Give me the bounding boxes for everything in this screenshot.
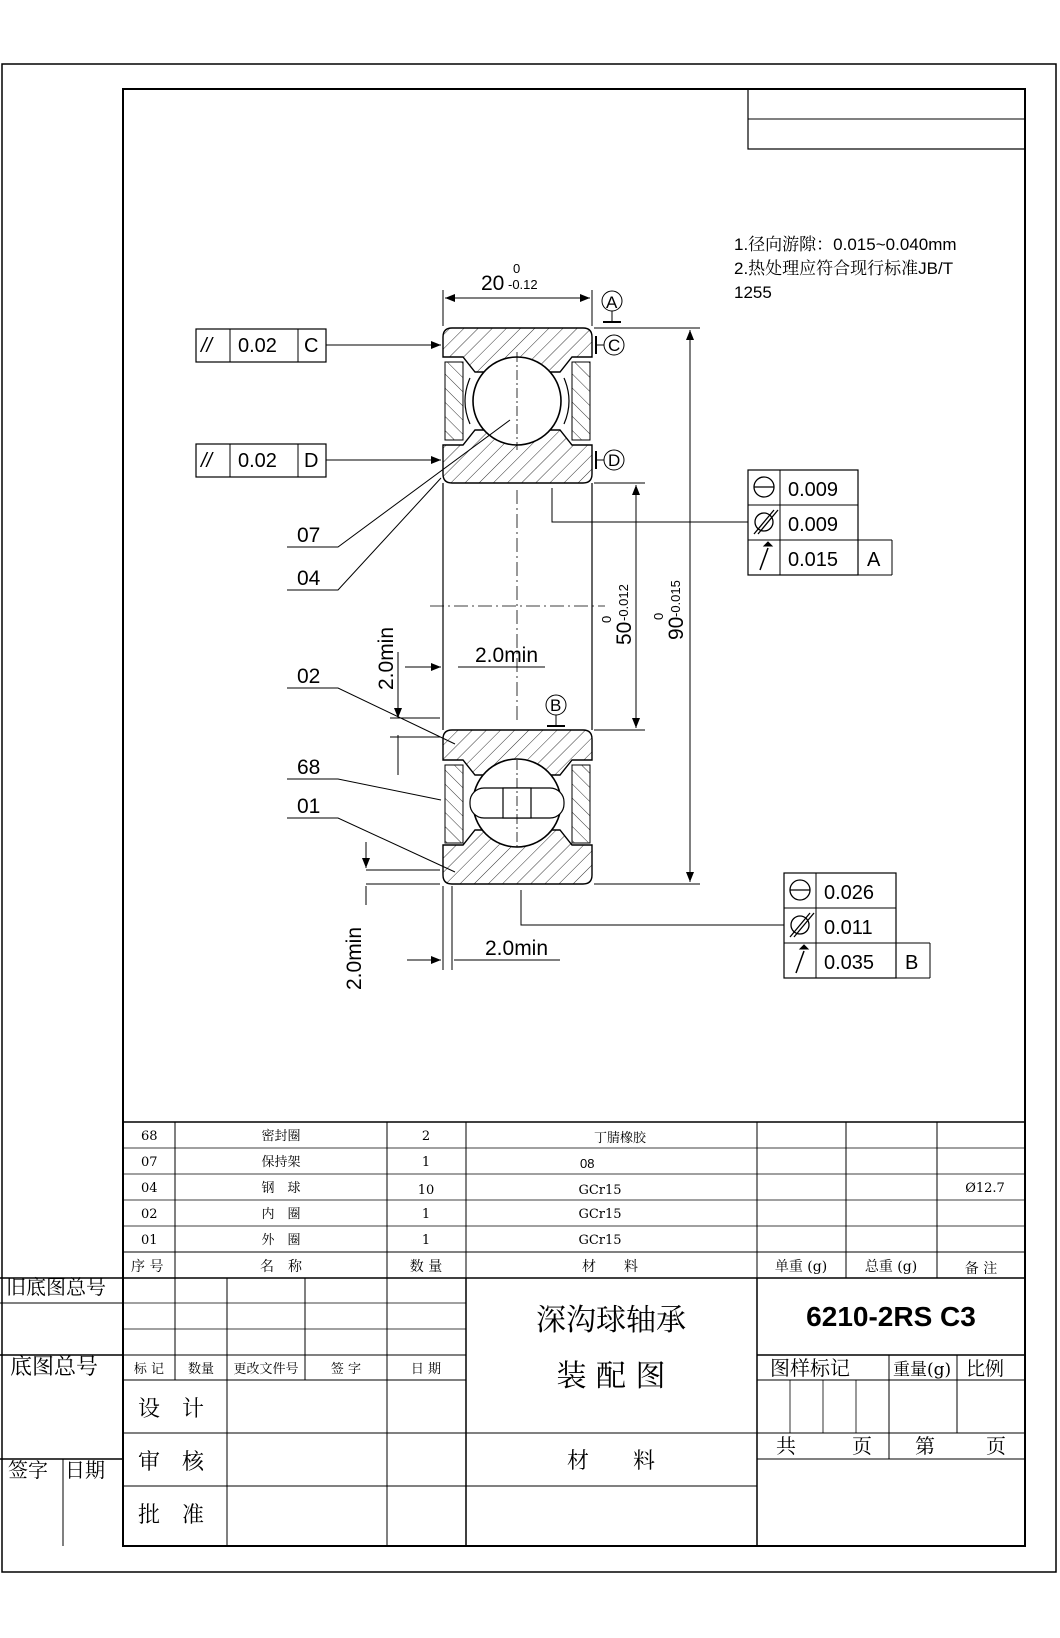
- bearing-lower-section: [443, 730, 592, 884]
- svg-text:1: 1: [421, 1233, 431, 1248]
- svg-text:GCr15: GCr15: [578, 1207, 622, 1222]
- svg-text:GCr15: GCr15: [578, 1233, 622, 1248]
- svg-text:材 料: 材 料: [566, 1449, 656, 1474]
- svg-text:保持架: 保持架: [261, 1155, 301, 1170]
- bom-row: [141, 1206, 622, 1222]
- svg-text:1.径向游隙：0.015~0.040mm: 1.径向游隙：0.015~0.040mm: [734, 235, 957, 254]
- svg-text:01: 01: [297, 795, 321, 818]
- bom-rows: [131, 1129, 1005, 1277]
- bom-table: [0, 1122, 1025, 1278]
- svg-text:重量(g): 重量(g): [893, 1360, 952, 1380]
- svg-text://: //: [201, 450, 213, 472]
- width-dim-lower: -0.12: [508, 277, 538, 292]
- part-number: 6210-2RS C3: [806, 1301, 976, 1332]
- svg-text:2: 2: [421, 1129, 431, 1144]
- svg-text:02: 02: [141, 1207, 158, 1222]
- bom-row: [141, 1180, 1005, 1198]
- svg-text:0.026: 0.026: [824, 882, 875, 904]
- bom-row: [141, 1233, 622, 1248]
- bom-row: [141, 1154, 594, 1171]
- svg-text:共: 共: [776, 1434, 796, 1458]
- svg-text:0.02: 0.02: [238, 450, 277, 472]
- datum-c-label: C: [608, 336, 621, 355]
- svg-text:备 注: 备 注: [964, 1261, 998, 1277]
- svg-text:0.011: 0.011: [824, 917, 873, 939]
- svg-text:批 准: 批 准: [138, 1503, 205, 1528]
- svg-text:2.热处理应符合现行标准JB/T: 2.热处理应符合现行标准JB/T: [734, 259, 954, 278]
- bore-dim-upper: 0: [599, 615, 614, 623]
- parallelism-frame-d: [196, 444, 441, 477]
- top-right-box: [748, 89, 1025, 149]
- svg-text:名 称: 名 称: [260, 1259, 302, 1275]
- svg-text:审 核: 审 核: [138, 1450, 205, 1475]
- svg-text:密封圈: 密封圈: [261, 1129, 301, 1144]
- chamfer-text-h2: 2.0min: [485, 937, 549, 960]
- svg-text:外 圈: 外 圈: [261, 1233, 301, 1248]
- parallelism-frame-c: [196, 329, 441, 362]
- svg-text:08: 08: [580, 1156, 595, 1171]
- width-dim-upper: 0: [513, 261, 521, 276]
- svg-text:0.015: 0.015: [788, 549, 839, 571]
- svg-text:GCr15: GCr15: [578, 1183, 622, 1198]
- chamfer-text-v2: 2.0min: [343, 926, 366, 990]
- width-dim-main: 20: [481, 272, 505, 295]
- svg-text:0.035: 0.035: [824, 952, 875, 974]
- svg-text:0.009: 0.009: [788, 514, 839, 536]
- callout-labels: [297, 524, 321, 818]
- drawing-title-line2: 装 配 图: [556, 1359, 666, 1394]
- svg-text://: //: [201, 335, 213, 357]
- od-dim-text: 90: [665, 616, 688, 640]
- svg-text:日期: 日期: [65, 1458, 105, 1482]
- od-dim-lower: -0.015: [668, 580, 683, 617]
- svg-text:更改文件号: 更改文件号: [233, 1362, 299, 1377]
- svg-text:底图总号: 底图总号: [10, 1355, 99, 1380]
- tolerance-values-inner: [824, 882, 918, 974]
- svg-text:标 记: 标 记: [133, 1362, 165, 1377]
- svg-text:B: B: [905, 952, 919, 974]
- svg-text:1: 1: [421, 1155, 431, 1170]
- od-dimension: [594, 328, 700, 884]
- width-dimension: [443, 290, 592, 326]
- svg-text:Ø12.7: Ø12.7: [965, 1181, 1005, 1196]
- chamfer-text-v1: 2.0min: [375, 626, 398, 690]
- svg-text:图样标记: 图样标记: [770, 1356, 850, 1380]
- svg-text:数量: 数量: [187, 1362, 215, 1377]
- svg-text:比例: 比例: [966, 1358, 1005, 1380]
- svg-text:签字: 签字: [8, 1458, 48, 1482]
- svg-text:0.009: 0.009: [788, 479, 839, 501]
- drawing-title-line1: 深沟球轴承: [536, 1303, 686, 1338]
- svg-text:内 圈: 内 圈: [261, 1207, 301, 1222]
- svg-text:07: 07: [297, 524, 321, 547]
- svg-text:页: 页: [986, 1434, 1006, 1458]
- svg-text:0.02: 0.02: [238, 335, 277, 357]
- svg-text:数 量: 数 量: [409, 1259, 443, 1275]
- svg-text:总重 (g): 总重 (g): [864, 1259, 918, 1275]
- technical-notes: [734, 235, 957, 302]
- svg-text:07: 07: [141, 1155, 158, 1170]
- datum-b-label: B: [550, 696, 562, 715]
- svg-text:单重 (g): 单重 (g): [774, 1259, 828, 1275]
- chamfer-text-h1: 2.0min: [475, 644, 539, 667]
- svg-text:日 期: 日 期: [410, 1362, 442, 1377]
- svg-text:旧底图总号: 旧底图总号: [6, 1275, 106, 1299]
- svg-text:钢 球: 钢 球: [261, 1181, 301, 1196]
- svg-text:设 计: 设 计: [138, 1397, 205, 1422]
- bearing-upper-section: [443, 328, 592, 483]
- svg-text:02: 02: [297, 665, 321, 688]
- svg-text:材 料: 材 料: [582, 1259, 638, 1275]
- bom-row: [141, 1129, 647, 1146]
- datum-d-label: D: [608, 451, 621, 470]
- svg-text:序 号: 序 号: [131, 1259, 164, 1275]
- svg-text:第: 第: [915, 1434, 935, 1458]
- svg-text:页: 页: [852, 1434, 872, 1458]
- tolerance-frame-outer: [552, 470, 892, 575]
- bore-dim-text: 50: [613, 621, 636, 645]
- svg-text:D: D: [304, 450, 319, 472]
- datum-a-label: A: [606, 293, 618, 312]
- bore-dim-lower: -0.012: [616, 584, 631, 621]
- tolerance-values-outer: [788, 479, 881, 571]
- svg-text:68: 68: [141, 1129, 158, 1144]
- svg-text:10: 10: [417, 1183, 435, 1198]
- svg-text:1255: 1255: [734, 283, 772, 302]
- svg-text:A: A: [867, 549, 881, 571]
- svg-text:04: 04: [297, 567, 321, 590]
- svg-text:04: 04: [141, 1181, 158, 1196]
- svg-text:01: 01: [141, 1233, 158, 1248]
- svg-text:签 字: 签 字: [330, 1362, 362, 1377]
- svg-text:68: 68: [297, 756, 321, 779]
- svg-text:C: C: [304, 335, 319, 357]
- svg-text:1: 1: [421, 1207, 431, 1222]
- svg-text:丁腈橡胶: 丁腈橡胶: [593, 1131, 647, 1146]
- od-dim-upper: 0: [651, 612, 666, 620]
- bom-header: [131, 1258, 997, 1277]
